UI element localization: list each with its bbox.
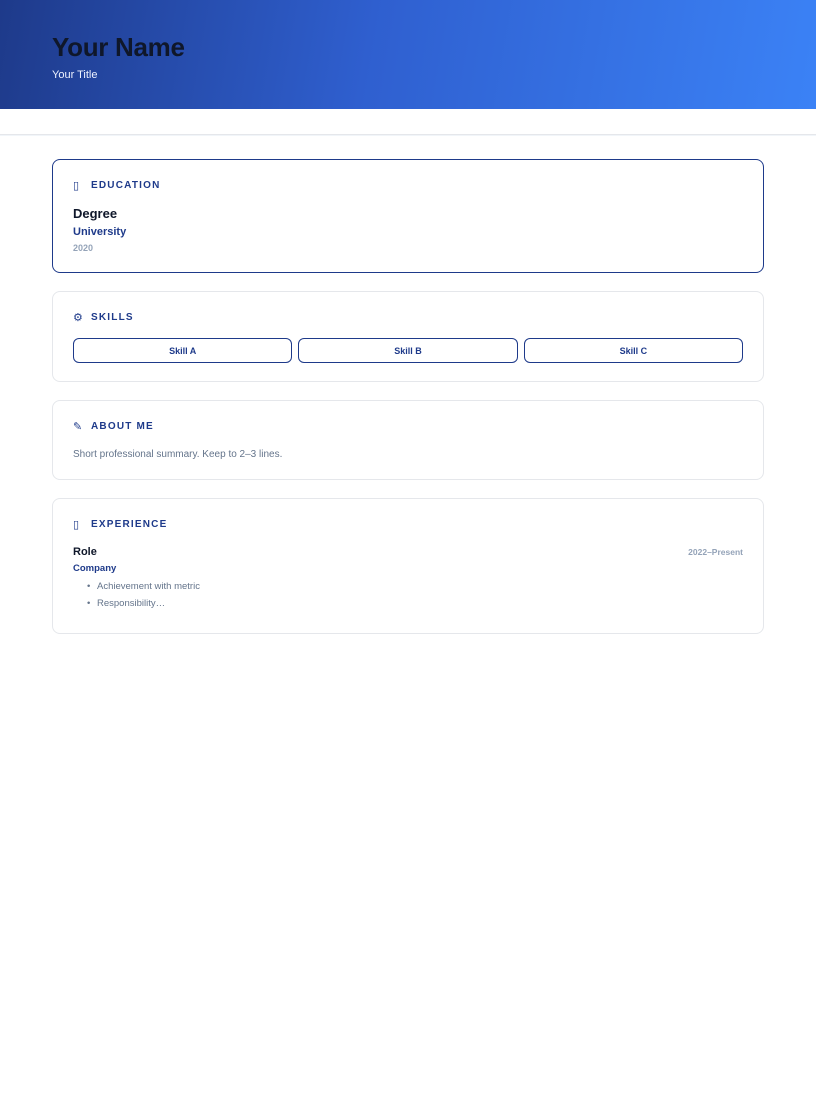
bullet-dot-icon: • <box>87 581 91 592</box>
graduation-cap-icon: ▯ <box>73 180 81 192</box>
skills-section[interactable] <box>52 291 764 382</box>
experience-bullets <box>73 581 743 610</box>
gear-icon: ⚙ <box>73 312 85 324</box>
about-heading-label: ABOUT ME <box>91 421 154 432</box>
skills-list <box>73 338 743 363</box>
list-item[interactable] <box>87 581 743 593</box>
about-heading <box>73 421 743 433</box>
about-summary[interactable]: Short professional summary. Keep to 2–3 lines. <box>73 449 283 460</box>
skill-chip[interactable]: Skill A <box>73 338 292 363</box>
bullet-text: Responsibility… <box>97 598 166 609</box>
education-degree[interactable]: Degree <box>73 206 118 221</box>
education-section[interactable] <box>52 159 764 273</box>
list-item[interactable] <box>87 598 743 610</box>
skill-chip[interactable]: Skill C <box>524 338 743 363</box>
briefcase-icon: ▯ <box>73 519 81 531</box>
about-section[interactable] <box>52 400 764 480</box>
experience-heading <box>73 519 743 531</box>
experience-heading-label: EXPERIENCE <box>91 519 168 530</box>
education-heading-label: EDUCATION <box>91 180 161 191</box>
experience-role[interactable]: Role <box>73 546 97 558</box>
experience-dates[interactable]: 2022–Present <box>688 547 743 557</box>
pencil-icon: ✎ <box>73 421 84 433</box>
skills-heading <box>73 312 743 324</box>
experience-section[interactable] <box>52 498 764 634</box>
person-name[interactable]: Your Name <box>52 32 185 62</box>
bullet-dot-icon: • <box>87 598 91 609</box>
experience-company[interactable]: Company <box>73 563 117 574</box>
resume-header <box>0 0 816 109</box>
resume-body <box>0 135 816 634</box>
education-heading <box>73 180 743 192</box>
header-divider <box>0 109 816 135</box>
education-year[interactable]: 2020 <box>73 243 94 253</box>
person-title[interactable]: Your Title <box>52 69 98 81</box>
experience-entry-header <box>73 546 743 559</box>
skills-heading-label: SKILLS <box>91 312 134 323</box>
skill-chip[interactable]: Skill B <box>298 338 517 363</box>
bullet-text: Achievement with metric <box>97 581 200 592</box>
education-university[interactable]: University <box>73 226 127 238</box>
